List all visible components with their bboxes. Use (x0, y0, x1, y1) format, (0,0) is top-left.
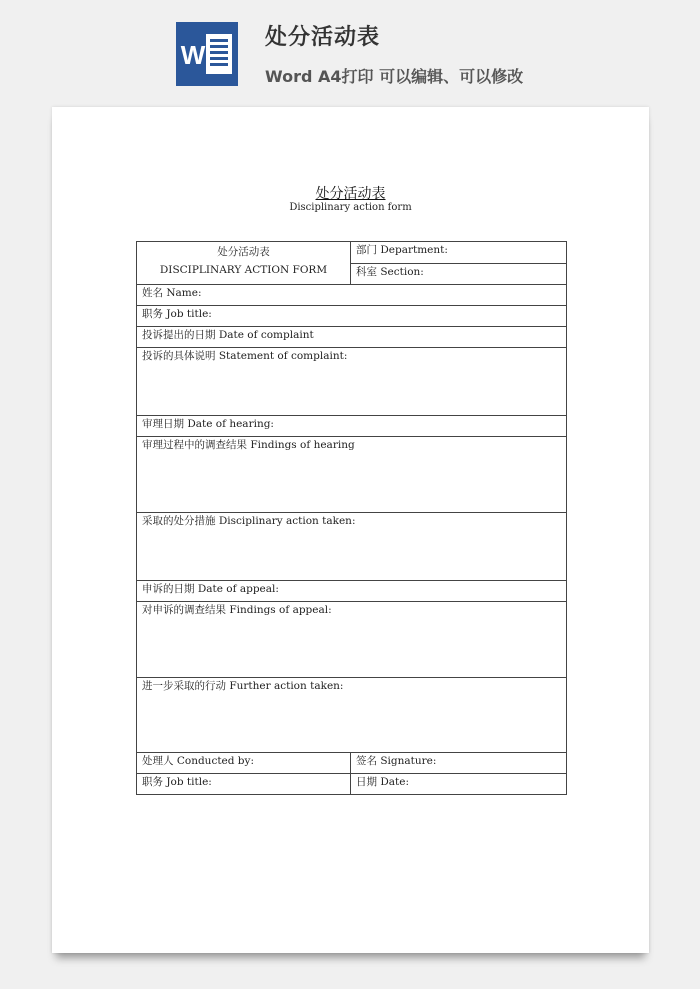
form-header-cell (137, 242, 351, 285)
complaint-statement-field[interactable]: 投诉的具体说明 Statement of complaint: (137, 348, 567, 416)
further-action-field[interactable]: 进一步采取的行动 Further action taken: (137, 678, 567, 753)
document-subtitle: Disciplinary action form (289, 202, 412, 213)
date-field[interactable]: 日期 Date: (351, 774, 567, 795)
appeal-date-field[interactable]: 申诉的日期 Date of appeal: (137, 581, 567, 602)
document-title: 处分活动表 (315, 186, 386, 202)
word-icon-letter: W (180, 40, 206, 70)
page-title: 处分活动表 (265, 25, 381, 50)
job-title-field[interactable]: 职务 Job title: (137, 306, 567, 327)
header (0, 0, 700, 105)
appeal-findings-field[interactable]: 对申诉的调查结果 Findings of appeal: (137, 602, 567, 678)
word-icon (176, 22, 238, 86)
complaint-date-field[interactable]: 投诉提出的日期 Date of complaint (137, 327, 567, 348)
form-header-cn: 处分活动表 (217, 246, 270, 258)
job-title-2-field[interactable]: 职务 Job title: (137, 774, 351, 795)
page-subtitle: Word A4打印 可以编辑、可以修改 (265, 67, 524, 86)
department-field[interactable]: 部门 Department: (351, 242, 567, 264)
hearing-date-field[interactable]: 审理日期 Date of hearing: (137, 416, 567, 437)
hearing-findings-field[interactable]: 审理过程中的调查结果 Findings of hearing (137, 437, 567, 513)
action-taken-field[interactable]: 采取的处分措施 Disciplinary action taken: (137, 513, 567, 581)
section-field[interactable]: 科室 Section: (351, 264, 567, 285)
document-page (52, 107, 649, 953)
signature-field[interactable]: 签名 Signature: (351, 753, 567, 774)
name-field[interactable]: 姓名 Name: (137, 285, 567, 306)
conducted-by-field[interactable]: 处理人 Conducted by: (137, 753, 351, 774)
disciplinary-form-table (136, 241, 567, 795)
form-header-en: DISCIPLINARY ACTION FORM (159, 264, 328, 276)
